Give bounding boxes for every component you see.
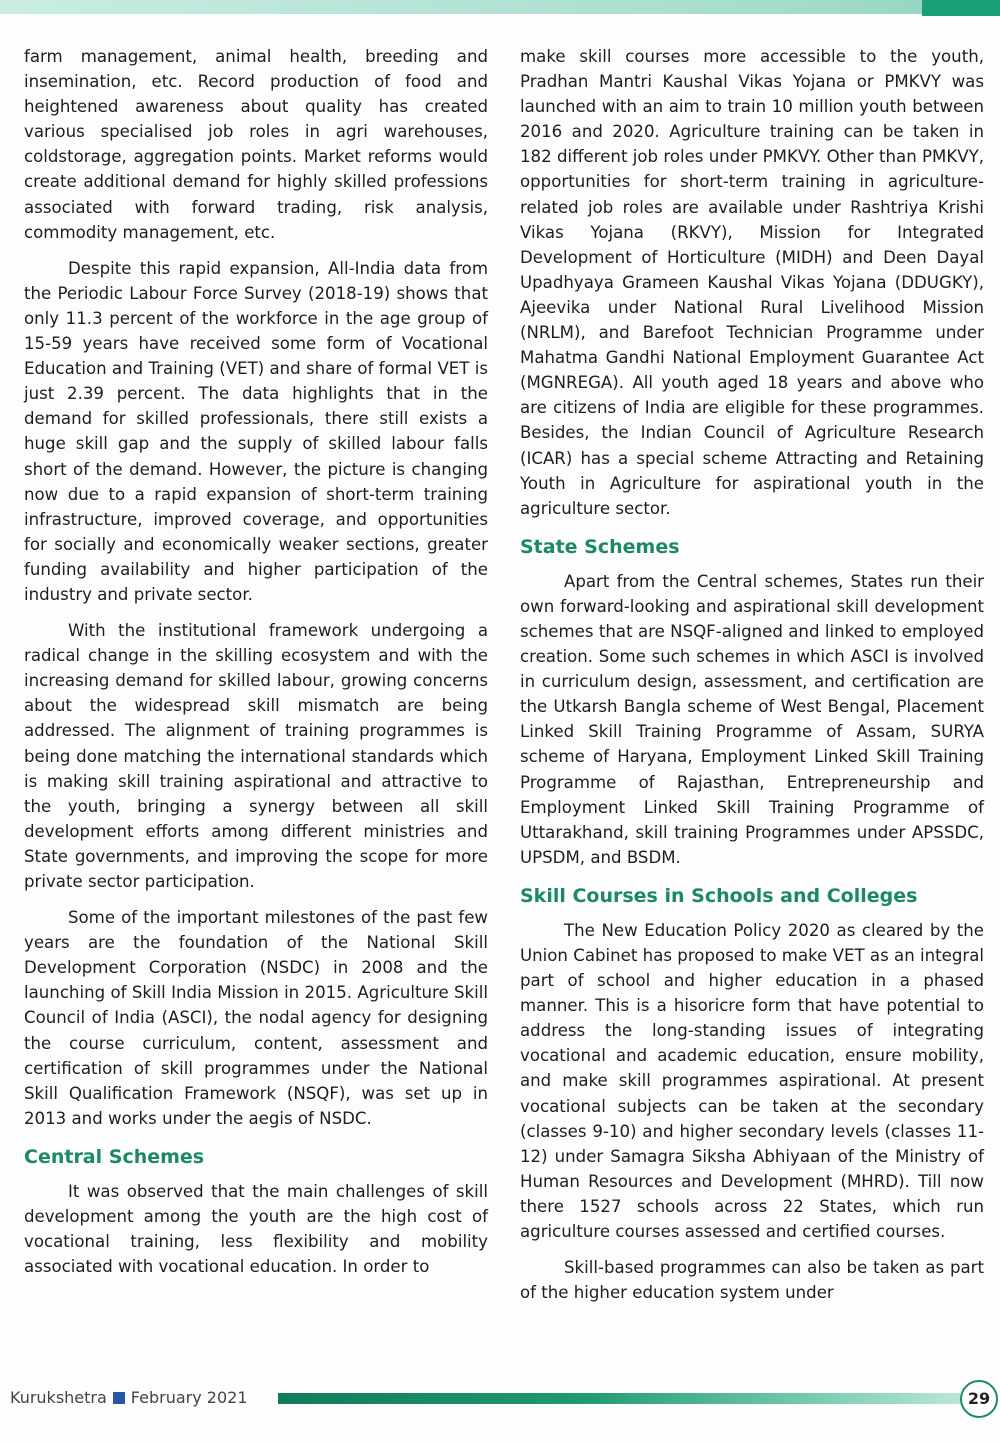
left-column	[24, 44, 488, 1279]
section-heading-skill-courses: Skill Courses in Schools and Colleges	[520, 884, 918, 907]
issue-date: February 2021	[130, 1388, 248, 1407]
paragraph: It was observed that the main challenges of skill development among the youth are the high cost of vocational training, less flexibility and mobility associated with vocational education. In order to	[24, 1181, 488, 1277]
paragraph: farm management, animal health, breeding and insemination, etc. Record production of food and heightened awareness about quality has created various specialised job roles in agri warehouses, coldstorage, aggregation points. Market reforms would create additional demand for highly skilled professions associated with forward trading, risk analysis, commodity management, etc.	[24, 47, 488, 242]
paragraph: make skill courses more accessible to the youth, Pradhan Mantri Kaushal Vikas Yojana or PMKVY was launched with an aim to train 10 million youth between 2016 and 2020. Agriculture training can be taken in 182 different job roles under PMKVY. Other than PMKVY, opportunities for short-term training in agriculture-related job roles are available under Rashtriya Krishi Vikas Yojana (RKVY), Mission for Integrated Development of Horticulture (MIDH) and Deen Dayal Upadhyaya Grameen Kaushal Vikas Yojana (DDUGKY), Ajeevika under National Rural Livelihood Mission (NRLM), and Barefoot Technician Programme under Mahatma Gandhi National Employment Guarantee Act (MGNREGA). All youth aged 18 years and above who are citizens of India are eligible for these programmes. Besides, the Indian Council of Agriculture Research (ICAR) has a special scheme Attracting and Retaining Youth in Agriculture for aspirational youth in the agriculture sector.	[520, 47, 984, 518]
top-decorative-band	[0, 0, 1000, 14]
paragraph: Apart from the Central schemes, States run their own forward-looking and aspirational skill development schemes that are NSQF-aligned and linked to employed creation. Some such schemes in which ASCI is involved in curriculum design, assessment, and certification are the Utkarsh Bangla scheme of West Bengal, Placement Linked Skill Training Programme of Assam, SURYA scheme of Haryana, Employment Linked Skill Training Programme of Rajasthan, Entrepreneurship and Employment Linked Skill Training Programme of Uttarakhand, skill training Programmes under APSSDC, UPSDM, and BSDM.	[520, 571, 984, 867]
section-heading-state-schemes: State Schemes	[520, 535, 680, 558]
magazine-name: Kurukshetra	[10, 1388, 107, 1407]
section-heading-central-schemes: Central Schemes	[24, 1145, 205, 1168]
paragraph: With the institutional framework undergoing a radical change in the skilling ecosystem and with the increasing demand for skilled labour, growing concerns about the widespread skill mismatch are being addressed. The alignment of training programmes is being done matching the international standards which is making skill training aspirational and attractive to the youth, bringing a synergy between all skill development efforts among different ministries and State governments, and improving the scope for more private sector participation.	[24, 621, 488, 891]
square-bullet-icon	[113, 1392, 125, 1404]
page-number: 29	[960, 1380, 998, 1418]
paragraph: The New Education Policy 2020 as cleared by the Union Cabinet has proposed to make VET as an integral part of school and higher education in a phased manner. This is a hisoricre form that have potential to address the long-standing issues of integrating vocational and academic education, ensure mobility, and make skill programmes aspirational. At present vocational subjects can be taken at the secondary (classes 9-10) and higher secondary levels (classes 11-12) under Samagra Siksha Abhiyaan of the Ministry of Human Resources and Development (MHRD). Till now there 1527 schools across 22 States, which run agriculture courses assessed and certified courses.	[520, 920, 984, 1242]
top-color-tab	[922, 0, 1000, 16]
paragraph: Despite this rapid expansion, All-India data from the Periodic Labour Force Survey (2018-19) shows that only 11.3 percent of the workforce in the age group of 15-59 years have received some form of Vocational Education and Training (VET) and share of formal VET is just 2.39 percent. The data highlights that in the demand for skilled professionals, there still exists a huge skill gap and the supply of skilled labour falls short of the demand. However, the picture is changing now due to a rapid expansion of short-term training infrastructure, improved coverage, and opportunities for socially and economically weaker sections, greater funding availability and higher participation of the industry and private sector.	[24, 258, 488, 604]
paragraph: Skill-based programmes can also be taken as part of the higher education system under	[520, 1258, 984, 1303]
paragraph: Some of the important milestones of the past few years are the foundation of the National Skill Development Corporation (NSDC) in 2008 and the launching of Skill India Mission in 2015. Agriculture Skill Council of India (ASCI), the nodal agency for designing the course curriculum, content, assessment and certification of skill programmes under the National Skill Qualification Framework (NSQF), was set up in 2013 and works under the aegis of NSDC.	[24, 908, 488, 1128]
footer-brand	[10, 1388, 248, 1407]
right-column	[520, 44, 984, 1305]
page-footer	[10, 1380, 1000, 1420]
footer-rule	[278, 1393, 960, 1404]
